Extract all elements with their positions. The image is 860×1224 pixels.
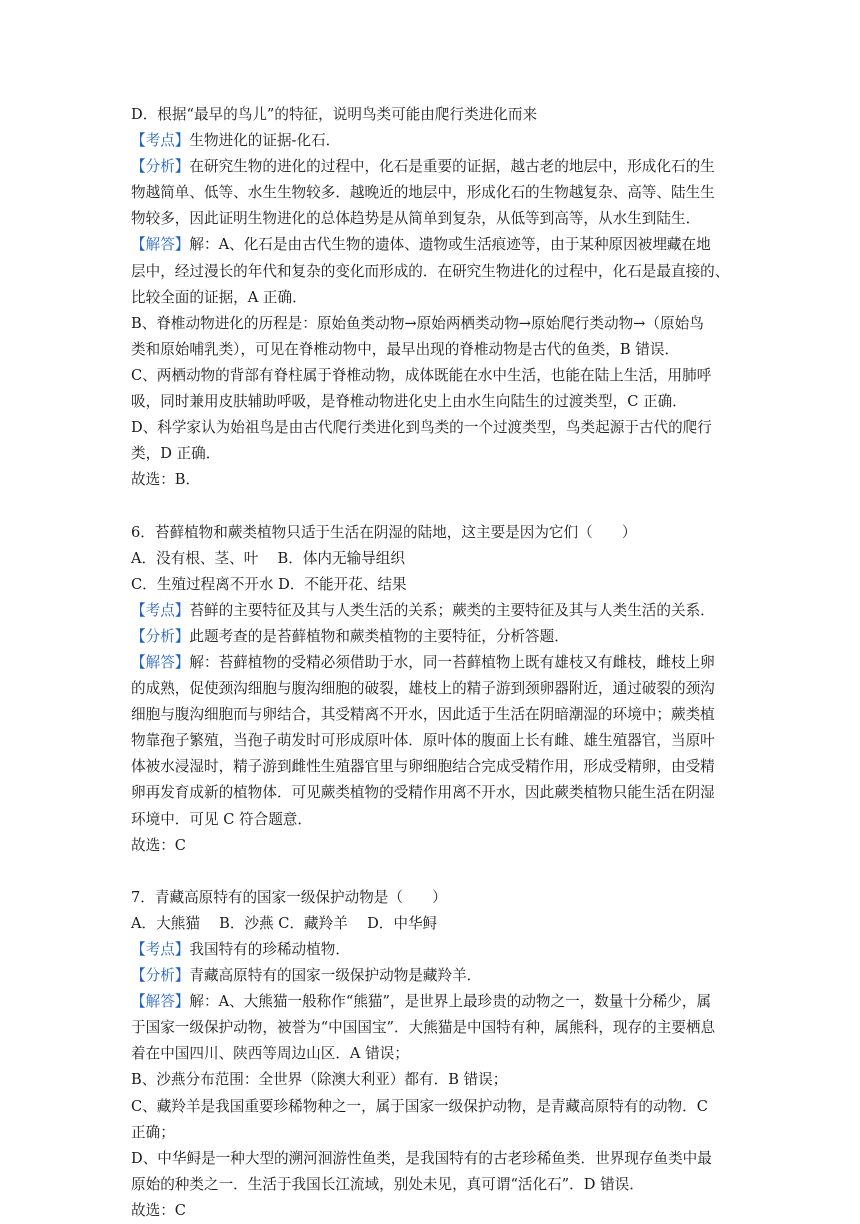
jieda-tag: 【解答】 — [131, 236, 190, 254]
q6-options-c-d: C．生殖过程离不开水 D．不能开花、结果 — [131, 575, 407, 593]
q5-option-d: D．根据“最早的鸟儿”的特征，说明鸟类可能由爬行类进化而来 — [131, 106, 538, 123]
q6-jieda — [131, 650, 731, 676]
q5-fenxi — [131, 154, 731, 180]
q7-fenxi — [131, 963, 731, 989]
q7-jieda-line: C、藏羚羊是我国重要珍稀物种之一，属于国家一级保护动物，是青藏高原特有的动物．C — [131, 1097, 708, 1115]
jieda-text: 解：A、化石是由古代生物的遗体、遗物或生活痕迹等，由于某种原因被埋藏在地 — [189, 236, 711, 254]
kaodian-tag: 【考点】 — [131, 941, 190, 958]
kaodian-text: 我国特有的珍稀动植物． — [189, 941, 350, 958]
q7-options: A．大熊猫 B．沙燕 C．藏羚羊 D．中华鲟 — [131, 914, 438, 932]
q7-jieda-line: 着在中国四川、陕西等周边山区．A 错误； — [131, 1045, 409, 1063]
q5-answer: 故选：B． — [131, 471, 201, 489]
q7-jieda — [131, 989, 731, 1015]
q7-answer: 故选：C — [131, 1201, 186, 1219]
fenxi-tag: 【分析】 — [131, 967, 190, 985]
q6-fenxi — [131, 624, 731, 650]
q6-options-a-b: A．没有根、茎、叶 B．体内无输导组织 — [131, 549, 405, 567]
q5-jieda — [131, 232, 731, 258]
q6-jieda-line: 物靠孢子繁殖，当孢子萌发时可形成原叶体．原叶体的腹面上长有雌、雄生殖器官，当原叶 — [131, 732, 715, 750]
q5-jieda-line: 类，D 正确． — [131, 445, 221, 463]
document-page — [131, 102, 731, 1224]
q6-jieda-line: 卵再发育成新的植物体．可见蕨类植物的受精作用离不开水，因此蕨类植物只能生活在阴湿 — [131, 784, 715, 802]
q5-jieda-line: 吸，同时兼用皮肤辅助呼吸，是脊椎动物进化史上由水生向陆生的过渡类型，C 正确． — [131, 393, 687, 411]
q6-jieda-line: 环境中．可见 C 符合题意． — [131, 810, 312, 828]
jieda-text: 解：苔藓植物的受精必须借助于水，同一苔藓植物上既有雄枝又有雌枝，雌枝上卵 — [189, 653, 715, 671]
q6-stem: 6．苔藓植物和蕨类植物只适于生活在阴湿的陆地，这主要是因为它们（ ） — [131, 523, 637, 541]
q5-fenxi-line: 物较多，因此证明生物进化的总体趋势是从简单到复杂，从低等到高等，从水生到陆生． — [131, 210, 701, 228]
jieda-text: 解：A、大熊猫一般称作“熊猫”，是世界上最珍贵的动物之一，数量十分稀少，属 — [189, 993, 712, 1011]
q5-jieda-line: C、两栖动物的背部有脊柱属于脊椎动物，成体既能在水中生活，也能在陆上生活，用肺呼 — [131, 366, 712, 384]
q7-stem: 7．青藏高原特有的国家一级保护动物是（ ） — [131, 888, 447, 906]
kaodian-tag: 【考点】 — [131, 601, 190, 619]
fenxi-text: 在研究生物的进化的过程中，化石是重要的证据，越古老的地层中，形成化石的生 — [189, 158, 715, 176]
q7-jieda-line: 于国家一级保护动物，被誉为“中国国宝”．大熊猫是中国特有种，属熊科，现存的主要栖息 — [131, 1019, 716, 1037]
fenxi-tag: 【分析】 — [131, 627, 190, 645]
spacer — [131, 859, 731, 885]
fenxi-text: 此题考查的是苔藓植物和蕨类植物的主要特征，分析答题． — [189, 627, 569, 645]
kaodian-text: 生物进化的证据-化石． — [189, 132, 341, 150]
q6-jieda-line: 的成熟，促使颈沟细胞与腹沟细胞的破裂，雄枝上的精子游到颈卵器附近，通过破裂的颈沟 — [131, 680, 715, 698]
jieda-tag: 【解答】 — [131, 993, 190, 1011]
kaodian-tag: 【考点】 — [131, 132, 190, 150]
q6-kaodian — [131, 598, 731, 624]
q6-jieda-line: 细胞与腹沟细胞而与卵结合，其受精离不开水，因此适于生活在阴暗潮湿的环境中；蕨类植 — [131, 706, 715, 724]
q6-jieda-line: 体被水浸湿时，精子游到雌性生殖器官里与卵细胞结合完成受精作用，形成受精卵，由受精 — [131, 758, 715, 776]
q5-jieda-line: D、科学家认为始祖鸟是由古代爬行类进化到鸟类的一个过渡类型，鸟类起源于古代的爬行 — [131, 419, 712, 437]
spacer — [131, 493, 731, 519]
q7-jieda-line: 原始的种类之一．生活于我国长江流域，别处未见，真可谓“活化石”．D 错误． — [131, 1175, 644, 1193]
q5-fenxi-line: 物越简单、低等、水生生物较多．越晚近的地层中，形成化石的生物越复杂、高等、陆生生 — [131, 184, 715, 202]
kaodian-text: 苔鲜的主要特征及其与人类生活的关系；蕨类的主要特征及其与人类生活的关系． — [189, 601, 715, 619]
fenxi-tag: 【分析】 — [131, 158, 190, 176]
q7-kaodian — [131, 937, 731, 963]
q5-kaodian — [131, 128, 731, 154]
q5-jieda-line: 层中，经过漫长的年代和复杂的变化而形成的．在研究生物进化的过程中，化石是最直接的、 — [131, 262, 730, 280]
q5-jieda-line: 比较全面的证据，A 正确． — [131, 288, 307, 306]
q7-jieda-line: 正确； — [131, 1123, 175, 1141]
q7-jieda-line: B、沙燕分布范围：全世界（除澳大利亚）都有．B 错误； — [131, 1071, 508, 1089]
q7-jieda-line: D、中华鲟是一种大型的溯河洄游性鱼类，是我国特有的古老珍稀鱼类．世界现存鱼类中最 — [131, 1149, 712, 1167]
q5-jieda-line: B、脊椎动物进化的历程是：原始鱼类动物→原始两栖类动物→原始爬行类动物→（原始鸟 — [131, 314, 704, 332]
q6-answer: 故选：C — [131, 836, 186, 854]
jieda-tag: 【解答】 — [131, 653, 190, 671]
q5-jieda-line: 类和原始哺乳类），可见在脊椎动物中，最早出现的脊椎动物是古代的鱼类，B 错误． — [131, 340, 680, 358]
fenxi-text: 青藏高原特有的国家一级保护动物是藏羚羊． — [189, 967, 482, 985]
